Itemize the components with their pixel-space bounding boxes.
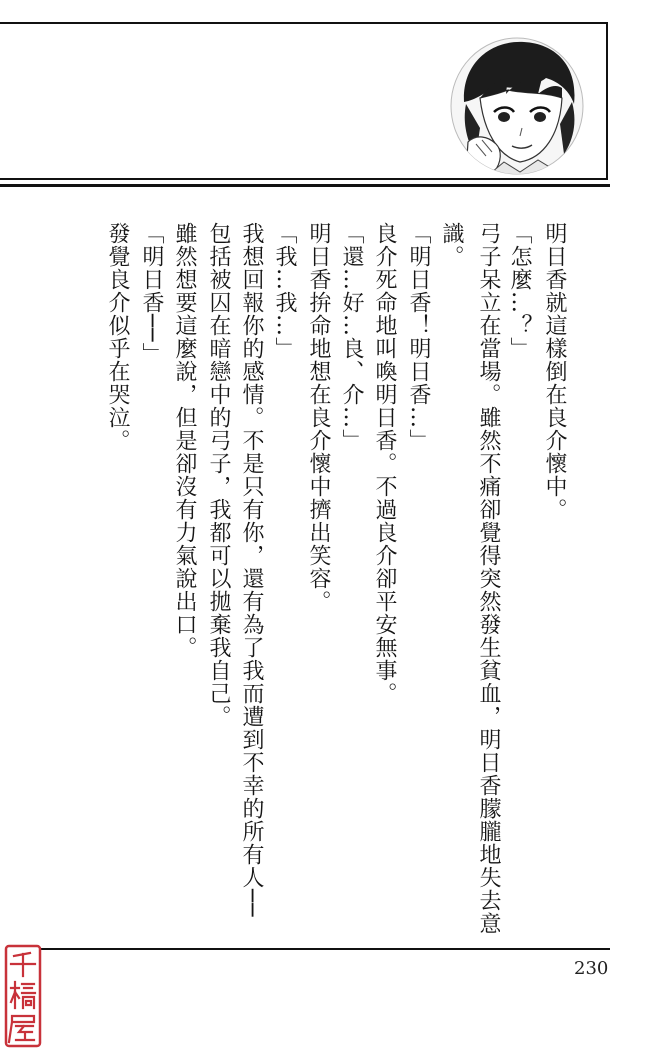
header-rule xyxy=(0,184,610,187)
text-column: 良介死命地叫喚明日香。不過良介卻平安無事。 xyxy=(372,222,397,705)
text-column: 「明日香！明日香…」 xyxy=(406,222,431,452)
text-column: 包括被囚在暗戀中的弓子，我都可以拋棄我自己。 xyxy=(206,222,231,728)
text-column: 明日香就這樣倒在良介懷中。 xyxy=(542,222,567,521)
text-column: 「還…好…良、介…」 xyxy=(339,222,364,452)
text-column: 「明日香──」 xyxy=(139,222,164,366)
character-portrait xyxy=(446,32,588,177)
text-column: 「怎麼…？」 xyxy=(507,222,532,360)
text-column: 明日香拚命地想在良介懷中擠出笑容。 xyxy=(306,222,331,613)
text-column: 識。 xyxy=(439,222,464,268)
text-column: 我想回報你的感情。不是只有你，還有為了我而遭到不幸的所有人── xyxy=(239,222,264,918)
footer-rule xyxy=(40,948,610,950)
text-column: 弓子呆立在當場。雖然不痛卻覺得突然發生貧血，明日香朦朧地失去意 xyxy=(476,222,501,935)
text-column: 雖然想要這麼說，但是卻沒有力氣說出口。 xyxy=(172,222,197,659)
text-column: 「我…我…」 xyxy=(272,222,297,360)
page-number: 230 xyxy=(574,958,609,979)
publisher-seal xyxy=(4,944,42,1048)
text-column: 發覺良介似乎在哭泣。 xyxy=(105,222,130,452)
